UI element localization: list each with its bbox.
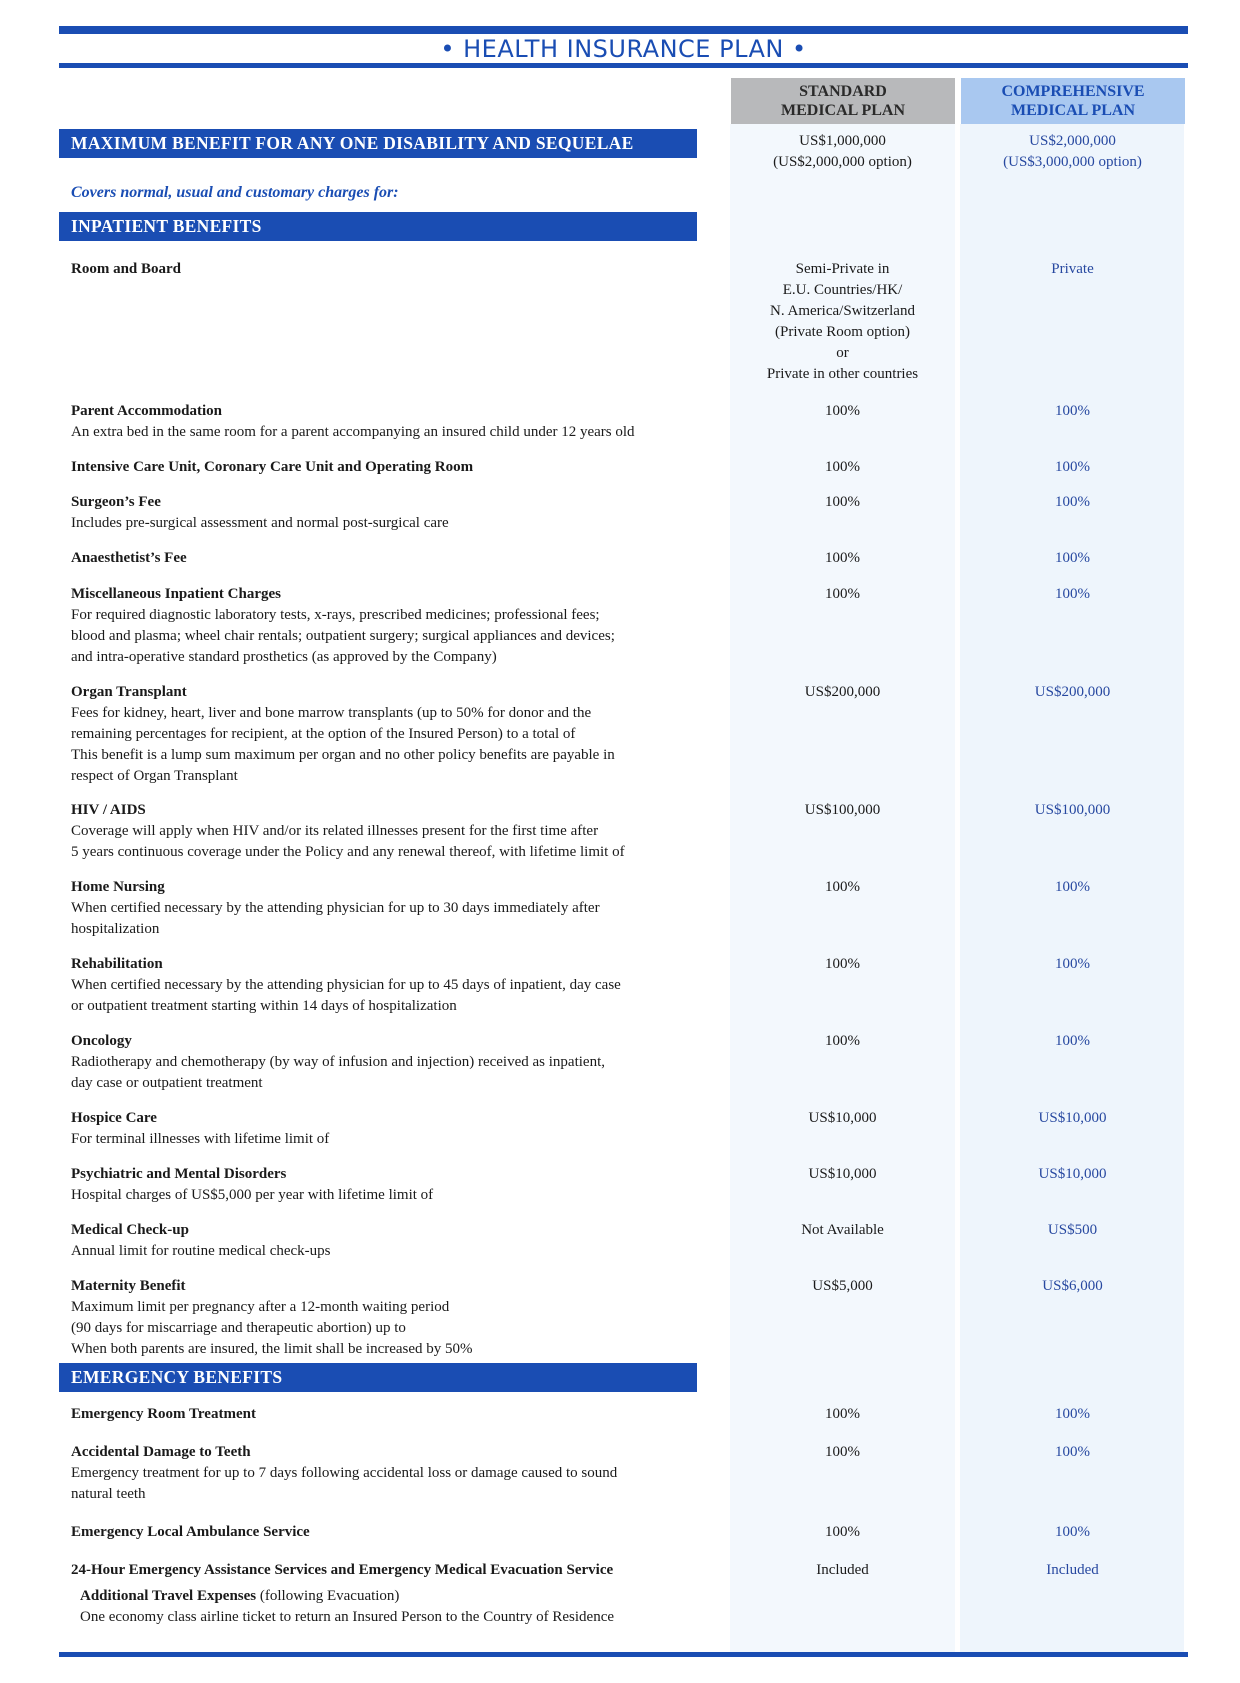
comprehensive-plan-value-line: 100% (1055, 1444, 1090, 1460)
comprehensive-plan-header-line2: MEDICAL PLAN (1010, 102, 1135, 119)
standard-plan-value (735, 548, 950, 569)
benefit-row (71, 584, 711, 668)
comprehensive-plan-value (965, 1442, 1180, 1463)
benefit-description: Annual limit for routine medical check-ups (71, 1243, 331, 1259)
benefit-description: For terminal illnesses with lifetime limit of (71, 1131, 330, 1147)
comprehensive-plan-value-line: 100% (1055, 494, 1090, 510)
benefit-description: 5 years continuous coverage under the Policy and any renewal thereof, with lifetime limit of (71, 844, 625, 860)
benefit-row (71, 548, 711, 569)
standard-plan-value-line: 100% (825, 494, 860, 510)
comprehensive-plan-value (965, 492, 1180, 513)
comprehensive-plan-value (965, 1522, 1180, 1543)
benefit-name: Parent Accommodation (71, 403, 222, 419)
benefit-description: or outpatient treatment starting within 14 days of hospitalization (71, 998, 457, 1014)
standard-plan-value (735, 1220, 950, 1241)
max-benefit-standard-option: (US$2,000,000 option) (773, 154, 912, 170)
covers-note: Covers normal, usual and customary charges for: (71, 184, 399, 201)
benefit-name: Maternity Benefit (71, 1278, 186, 1294)
benefit-description: An extra bed in the same room for a parent accompanying an insured child under 12 years old (71, 424, 635, 440)
comprehensive-plan-value (965, 548, 1180, 569)
comprehensive-plan-value-line: 100% (1055, 403, 1090, 419)
standard-plan-value-line: 100% (825, 586, 860, 602)
benefit-description: Fees for kidney, heart, liver and bone marrow transplants (up to 50% for donor and the (71, 705, 592, 721)
benefit-row (71, 492, 711, 534)
standard-plan-value (735, 1164, 950, 1185)
benefit-row (71, 1522, 711, 1543)
comprehensive-plan-value (965, 800, 1180, 821)
comprehensive-plan-value (965, 457, 1180, 478)
max-benefit-bar: MAXIMUM BENEFIT FOR ANY ONE DISABILITY AND SEQUELAE (59, 129, 697, 158)
bottom-rule (59, 1652, 1188, 1657)
standard-plan-value-line: US$5,000 (812, 1278, 873, 1294)
comprehensive-plan-value (965, 1220, 1180, 1241)
additional-travel-suffix: (following Evacuation) (256, 1588, 400, 1604)
benefit-name: Intensive Care Unit, Coronary Care Unit and Operating Room (71, 459, 474, 475)
comprehensive-plan-value-line: Included (1046, 1562, 1099, 1578)
benefit-description: Coverage will apply when HIV and/or its related illnesses present for the first time after (71, 823, 599, 839)
comprehensive-plan-value (965, 401, 1180, 422)
benefit-description: Maximum limit per pregnancy after a 12-month waiting period (71, 1299, 450, 1315)
standard-plan-value (735, 1560, 950, 1581)
page-title: • HEALTH INSURANCE PLAN • (440, 35, 807, 63)
benefit-row (71, 457, 711, 478)
benefit-description: and intra-operative standard prosthetics (as approved by the Company) (71, 649, 497, 665)
benefit-description: hospitalization (71, 921, 160, 937)
benefit-name: Organ Transplant (71, 684, 187, 700)
benefit-row (71, 1164, 711, 1206)
benefit-description: respect of Organ Transplant (71, 768, 238, 784)
benefit-row (71, 1220, 711, 1262)
benefit-row (71, 1560, 711, 1581)
comprehensive-plan-header (961, 78, 1185, 124)
comprehensive-plan-value-line: 100% (1055, 956, 1090, 972)
benefit-name: Room and Board (71, 261, 182, 277)
comprehensive-plan-value (965, 877, 1180, 898)
benefit-description: (90 days for miscarriage and therapeutic abortion) up to (71, 1320, 406, 1336)
standard-plan-value-line: 100% (825, 403, 860, 419)
benefit-row (71, 259, 711, 280)
standard-plan-value-line: 100% (825, 459, 860, 475)
benefit-name: Emergency Room Treatment (71, 1406, 256, 1422)
benefit-description: day case or outpatient treatment (71, 1075, 263, 1091)
standard-plan-value-line: Private in other countries (766, 366, 919, 382)
standard-plan-value (735, 877, 950, 898)
comprehensive-plan-value (965, 954, 1180, 975)
standard-plan-value-line: 100% (825, 1524, 860, 1540)
comprehensive-plan-value-line: 100% (1055, 1406, 1090, 1422)
section-heading-inpatient: INPATIENT BENEFITS (59, 212, 697, 241)
standard-plan-value (735, 954, 950, 975)
benefit-description: When certified necessary by the attending physician for up to 30 days immediately after (71, 900, 600, 916)
max-benefit-standard (735, 131, 950, 173)
benefit-name: 24-Hour Emergency Assistance Services and Emergency Medical Evacuation Service (71, 1562, 614, 1578)
standard-plan-value-line: Semi-Private in (795, 261, 890, 277)
comprehensive-plan-value-line: US$10,000 (1038, 1110, 1107, 1126)
standard-plan-value-line: 100% (825, 1444, 860, 1460)
additional-travel-heading (80, 1586, 720, 1607)
standard-plan-value (735, 401, 950, 422)
benefit-description: natural teeth (71, 1486, 146, 1502)
standard-plan-value-line: Not Available (801, 1222, 884, 1238)
comprehensive-plan-value-line: 100% (1055, 459, 1090, 475)
standard-plan-value (735, 1404, 950, 1425)
comprehensive-plan-value-line: US$500 (1047, 1222, 1098, 1238)
benefit-name: Emergency Local Ambulance Service (71, 1524, 310, 1540)
benefit-description: Emergency treatment for up to 7 days following accidental loss or damage caused to sound (71, 1465, 618, 1481)
standard-plan-value (735, 1031, 950, 1052)
benefit-row (71, 954, 711, 1017)
benefit-description: Includes pre-surgical assessment and normal post-surgical care (71, 515, 449, 531)
benefit-row (71, 800, 711, 863)
benefit-name: Oncology (71, 1033, 132, 1049)
comprehensive-plan-value (965, 1164, 1180, 1185)
standard-plan-value (735, 457, 950, 478)
benefit-name: Rehabilitation (71, 956, 163, 972)
standard-plan-header (731, 78, 955, 124)
standard-plan-header-line2: MEDICAL PLAN (780, 102, 905, 119)
top-rule (59, 26, 1188, 34)
benefit-description: remaining percentages for recipient, at the option of the Insured Person) to a total of (71, 726, 576, 742)
standard-plan-value (735, 1442, 950, 1463)
comprehensive-plan-value-line: 100% (1055, 1524, 1090, 1540)
benefit-row (71, 1276, 711, 1360)
benefit-name: Medical Check-up (71, 1222, 189, 1238)
max-benefit-comprehensive-amount: US$2,000,000 (1029, 133, 1116, 149)
comprehensive-plan-value-line: US$10,000 (1038, 1166, 1107, 1182)
standard-plan-value (735, 259, 950, 385)
comprehensive-plan-value-line: US$200,000 (1034, 684, 1111, 700)
benefit-row (71, 1031, 711, 1094)
comprehensive-plan-value-line: 100% (1055, 586, 1090, 602)
max-benefit-comprehensive-option: (US$3,000,000 option) (1003, 154, 1142, 170)
comprehensive-plan-value-line: 100% (1055, 879, 1090, 895)
benefit-name: Surgeon’s Fee (71, 494, 161, 510)
standard-plan-value-line: 100% (825, 956, 860, 972)
standard-plan-value (735, 584, 950, 605)
comprehensive-plan-value-line: US$100,000 (1034, 802, 1111, 818)
standard-plan-value-line: (Private Room option) (775, 324, 910, 340)
benefit-row (71, 877, 711, 940)
standard-plan-value (735, 1522, 950, 1543)
comprehensive-plan-value-line: 100% (1055, 1033, 1090, 1049)
comprehensive-plan-value-line: Private (1051, 261, 1094, 277)
benefit-description: This benefit is a lump sum maximum per organ and no other policy benefits are payable in (71, 747, 615, 763)
comprehensive-plan-value (965, 1276, 1180, 1297)
additional-travel-name: Additional Travel Expenses (80, 1588, 257, 1604)
standard-plan-value-line: US$200,000 (804, 684, 881, 700)
standard-plan-value-line: US$10,000 (808, 1166, 877, 1182)
benefit-description: For required diagnostic laboratory tests, x-rays, prescribed medicines; professional fees; (71, 607, 600, 623)
additional-travel-row (80, 1586, 720, 1628)
standard-plan-value-line: or (836, 345, 849, 361)
standard-plan-value (735, 1108, 950, 1129)
standard-plan-value-line: E.U. Countries/HK/ (782, 282, 903, 298)
benefit-row (71, 401, 711, 443)
benefit-name: Accidental Damage to Teeth (71, 1444, 251, 1460)
comprehensive-plan-header-line1: COMPREHENSIVE (1001, 83, 1145, 100)
standard-plan-value (735, 800, 950, 821)
benefit-description: blood and plasma; wheel chair rentals; outpatient surgery; surgical appliances and devices; (71, 628, 615, 644)
standard-plan-value-line: 100% (825, 1033, 860, 1049)
additional-travel-description: One economy class airline ticket to return an Insured Person to the Country of Residence (80, 1609, 615, 1625)
standard-plan-value (735, 682, 950, 703)
standard-plan-value (735, 1276, 950, 1297)
benefit-row (71, 682, 711, 787)
standard-plan-header-line1: STANDARD (799, 83, 887, 100)
benefit-description: Radiotherapy and chemotherapy (by way of infusion and injection) received as inpatient, (71, 1054, 605, 1070)
max-benefit-standard-amount: US$1,000,000 (799, 133, 886, 149)
comprehensive-plan-value (965, 682, 1180, 703)
comprehensive-plan-value (965, 1031, 1180, 1052)
comprehensive-plan-value-line: US$6,000 (1042, 1278, 1103, 1294)
standard-plan-value-line: Included (816, 1562, 869, 1578)
benefit-name: Hospice Care (71, 1110, 157, 1126)
comprehensive-plan-value (965, 259, 1180, 280)
standard-plan-value-line: US$10,000 (808, 1110, 877, 1126)
benefit-description: When certified necessary by the attending physician for up to 45 days of inpatient, day case (71, 977, 621, 993)
comprehensive-plan-value (965, 1108, 1180, 1129)
benefit-row (71, 1442, 711, 1505)
max-benefit-comprehensive (965, 131, 1180, 173)
section-heading-emergency: EMERGENCY BENEFITS (59, 1363, 697, 1392)
standard-plan-value-line: US$100,000 (804, 802, 881, 818)
benefit-name: Anaesthetist’s Fee (71, 550, 187, 566)
benefit-description: When both parents are insured, the limit shall be increased by 50% (71, 1341, 473, 1357)
standard-plan-value-line: N. America/Switzerland (770, 303, 915, 319)
benefit-row (71, 1108, 711, 1150)
benefit-name: Psychiatric and Mental Disorders (71, 1166, 287, 1182)
benefit-name: Home Nursing (71, 879, 165, 895)
standard-plan-value-line: 100% (825, 1406, 860, 1422)
benefit-name: Miscellaneous Inpatient Charges (71, 586, 281, 602)
title-underline-rule (59, 63, 1188, 68)
comprehensive-plan-value (965, 1560, 1180, 1581)
comprehensive-plan-value (965, 1404, 1180, 1425)
standard-plan-value-line: 100% (825, 879, 860, 895)
comprehensive-plan-value-line: 100% (1055, 550, 1090, 566)
standard-plan-value-line: 100% (825, 550, 860, 566)
benefit-name: HIV / AIDS (71, 802, 146, 818)
standard-plan-value (735, 492, 950, 513)
benefit-row (71, 1404, 711, 1425)
benefit-description: Hospital charges of US$5,000 per year with lifetime limit of (71, 1187, 434, 1203)
comprehensive-plan-value (965, 584, 1180, 605)
